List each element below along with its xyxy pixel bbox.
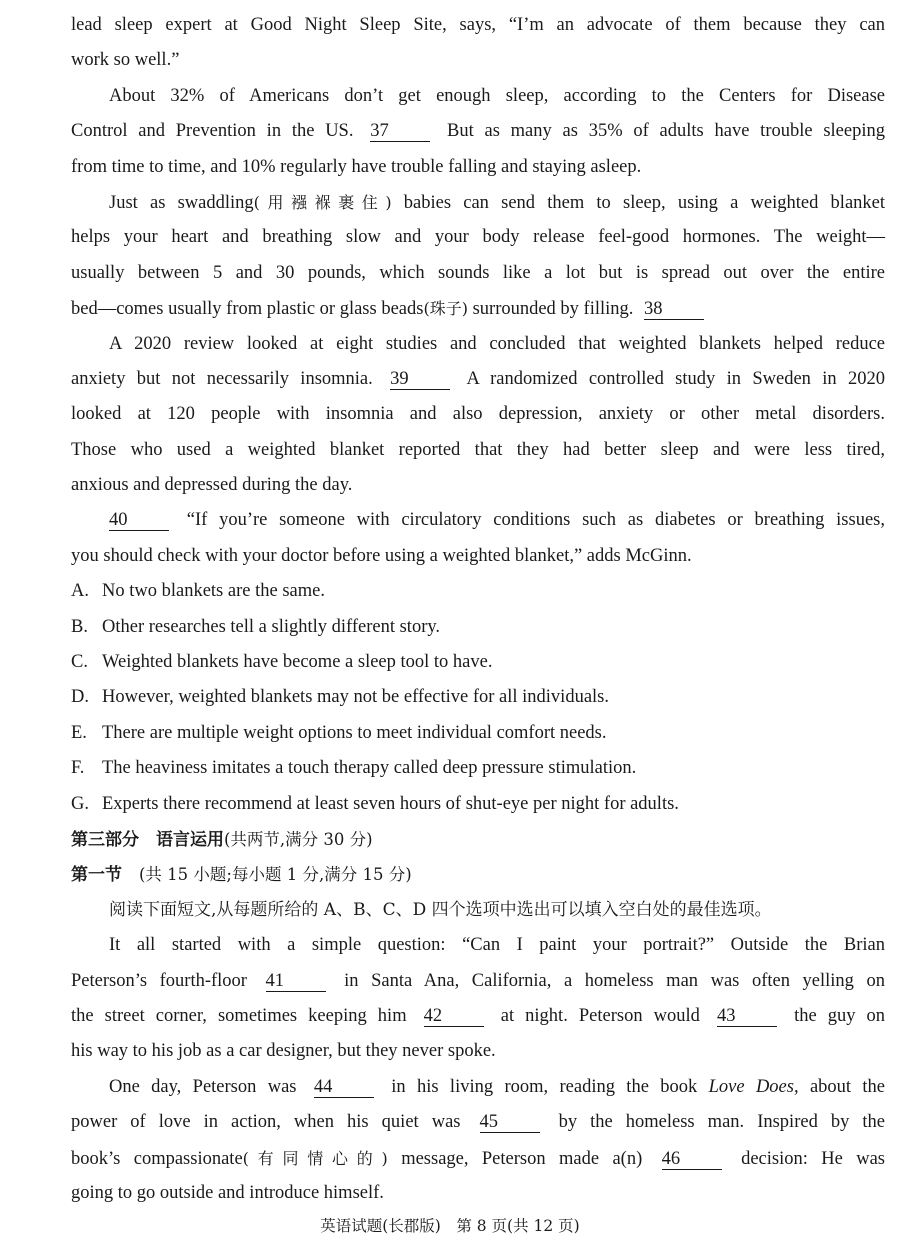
part-title-note: (共两节,满分 30 分): [224, 829, 373, 849]
text-line: [71, 503, 885, 538]
blank-43: 43: [717, 1006, 777, 1027]
option-text: However, weighted blankets may not be effective for all individuals.: [102, 687, 609, 708]
text-segment: Just as swaddling: [109, 192, 254, 213]
chinese-gloss: (珠子): [423, 299, 468, 319]
text-line: [71, 999, 885, 1034]
blank-42: 42: [424, 1006, 484, 1027]
section-title: [71, 857, 885, 892]
exam-page: [71, 8, 885, 1211]
option-text: Other researches tell a slightly different story.: [102, 616, 441, 637]
text-segment: A randomized controlled study in Sweden in 2020: [466, 368, 885, 389]
option-b: [71, 610, 885, 645]
options-list: [71, 574, 885, 822]
text-segment: in Santa Ana, California, a homeless man was often yelling on: [344, 970, 886, 991]
text-segment: But as many as 35% of adults have trouble sleeping: [447, 121, 885, 142]
instruction-text: 阅读下面短文,从每题所给的 A、B、C、D 四个选项中选出可以填入空白处的最佳选项。: [109, 899, 772, 920]
text-segment: babies can send them to sleep, using a weighted blanket: [391, 192, 886, 213]
option-text: Weighted blankets have become a sleep tool to have.: [102, 652, 493, 673]
page-footer: 英语试题(长郡版) 第 8 页(共 12 页): [320, 1217, 580, 1235]
text-segment: message, Peterson made a(n): [387, 1148, 643, 1169]
option-g: [71, 787, 885, 822]
text-segment: in his living room, reading the book: [391, 1076, 698, 1097]
option-a: [71, 574, 885, 609]
option-f: [71, 751, 885, 786]
text-segment: by the homeless man. Inspired by the: [558, 1112, 886, 1133]
text-line: A 2020 review looked at eight studies and concluded that weighted blankets helped reduce: [109, 333, 885, 354]
text-line: lead sleep expert at Good Night Sleep Site, says, “I’m an advocate of them because they can: [71, 15, 885, 35]
option-letter: E.: [71, 722, 87, 743]
section-title-note: (共 15 小题;每小题 1 分,满分 15 分): [139, 865, 412, 885]
option-letter: G.: [71, 793, 89, 814]
text-segment: Peterson’s fourth-floor: [71, 970, 247, 991]
blank-44: 44: [314, 1077, 374, 1098]
blank-45: 45: [480, 1112, 540, 1133]
text-line: [71, 964, 885, 999]
part-title-text: 第三部分 语言运用: [71, 829, 224, 850]
text-segment: power of love in action, when his quiet was: [71, 1112, 461, 1133]
text-line: work so well.”: [71, 50, 180, 71]
text-segment: bed—comes usually from plastic or glass beads: [71, 299, 424, 320]
text-segment: at night. Peterson would: [500, 1005, 700, 1026]
chinese-gloss: (用襁褓裹住): [253, 192, 392, 212]
text-line: you should check with your doctor before using a weighted blanket,” adds McGinn.: [71, 545, 692, 566]
text-segment: anxiety but not necessarily insomnia.: [71, 368, 373, 389]
text-line: It all started with a simple question: “Can I paint your portrait?” Outside the Brian: [109, 935, 885, 956]
text-line: [71, 185, 885, 220]
text-line: going to go outside and introduce himself.: [71, 1182, 384, 1203]
text-line: from time to time, and 10% regularly have trouble falling and staying asleep.: [71, 156, 642, 177]
option-c: [71, 645, 885, 680]
book-title: Love Does: [708, 1076, 794, 1097]
option-letter: C.: [71, 652, 88, 673]
text-line: [71, 1070, 885, 1105]
option-letter: D.: [71, 687, 89, 708]
text-line: [71, 362, 885, 397]
text-segment: the street corner, sometimes keeping him: [71, 1005, 407, 1026]
text-line: [71, 291, 885, 326]
blank-41: 41: [266, 971, 326, 992]
text-line: [71, 1141, 885, 1176]
text-line: [71, 1105, 885, 1140]
chinese-gloss: (有同情心的): [242, 1148, 388, 1168]
text-segment: Control and Prevention in the US.: [71, 121, 354, 142]
text-line: Those who used a weighted blanket reported that they had better sleep and were less tired,: [71, 439, 885, 460]
text-segment: the guy on: [794, 1005, 886, 1026]
text-line: anxious and depressed during the day.: [71, 475, 353, 496]
option-text: No two blankets are the same.: [102, 581, 325, 602]
part-title: [71, 822, 885, 857]
option-e: [71, 716, 885, 751]
blank-46: 46: [662, 1149, 722, 1170]
text-line: About 32% of Americans don’t get enough sleep, according to the Centers for Disease: [109, 85, 885, 106]
blank-38: 38: [644, 299, 704, 320]
blank-39: 39: [390, 369, 450, 390]
text-segment: One day, Peterson was: [109, 1076, 297, 1097]
text-line: helps your heart and breathing slow and your body release feel-good hormones. The weight—: [71, 227, 885, 248]
text-segment: “If you’re someone with circulatory conditions such as diabetes or breathing issues,: [186, 510, 885, 531]
option-letter: F.: [71, 758, 85, 779]
blank-40: 40: [109, 510, 169, 531]
text-segment: book’s compassionate: [71, 1148, 243, 1169]
text-segment: , about the: [793, 1076, 886, 1097]
option-text: There are multiple weight options to meet individual comfort needs.: [102, 722, 607, 743]
text-line: his way to his job as a car designer, but they never spoke.: [71, 1041, 496, 1062]
section-title-text: 第一节: [71, 865, 122, 886]
text-line: usually between 5 and 30 pounds, which sounds like a lot but is spread out over the entire: [71, 262, 885, 283]
option-letter: B.: [71, 616, 88, 637]
blank-37: 37: [370, 121, 430, 142]
option-letter: A.: [71, 581, 89, 602]
text-segment: surrounded by filling.: [467, 299, 634, 320]
option-text: The heaviness imitates a touch therapy called deep pressure stimulation.: [102, 758, 637, 779]
option-d: [71, 680, 885, 715]
text-line: looked at 120 people with insomnia and also depression, anxiety or other metal disorders.: [71, 404, 885, 425]
text-segment: decision: He was: [741, 1148, 885, 1169]
option-text: Experts there recommend at least seven hours of shut-eye per night for adults.: [102, 793, 679, 814]
text-line: [71, 114, 885, 149]
